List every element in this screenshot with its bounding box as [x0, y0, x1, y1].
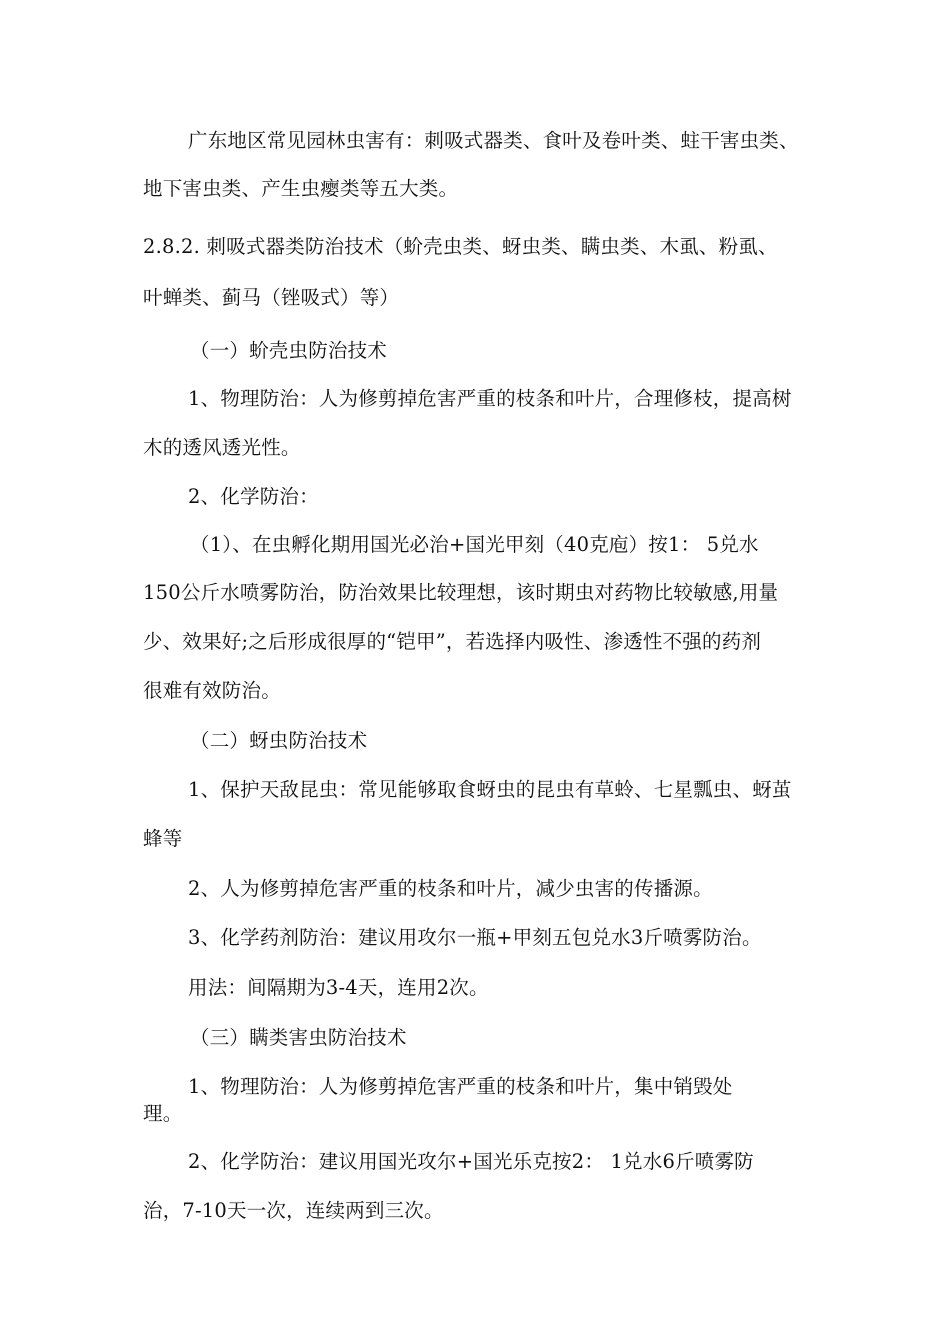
paragraph-line: 少、效果好;之后形成很厚的“铠甲”，若选择内吸性、渗透性不强的药剂 — [143, 630, 762, 653]
paragraph-line: 3、化学药剂防治：建议用攻尔一瓶+甲刻五包兑水3斤喷雾防治。 — [188, 926, 762, 949]
paragraph-line: 2、人为修剪掉危害严重的枝条和叶片，减少虫害的传播源。 — [188, 877, 713, 900]
paragraph-line: 地下害虫类、产生虫瘿类等五大类。 — [143, 177, 459, 200]
section-heading-line: 2.8.2. 刺吸式器类防治技术（蚧壳虫类、蚜虫类、瞒虫类、木虱、粉虱、 — [143, 235, 778, 258]
paragraph-line: 很难有效防治。 — [143, 679, 281, 702]
subsection-heading: （二）蚜虫防治技术 — [190, 729, 368, 752]
paragraph-line: 木的透风透光性。 — [143, 436, 301, 459]
paragraph-line: （1）、在虫孵化期用国光必治+国光甲刻（40克庖）按1： 5兑水 — [190, 533, 759, 556]
paragraph-line: 150公斤水喷雾防治，防治效果比较理想，该时期虫对药物比较敏感,用量 — [143, 581, 779, 604]
subsection-heading: （三）瞒类害虫防治技术 — [190, 1026, 407, 1049]
subsection-heading: （一）蚧壳虫防治技术 — [190, 339, 388, 362]
paragraph-line: 治，7-10天一次，连续两到三次。 — [143, 1199, 444, 1222]
paragraph-line: 用法：间隔期为3-4天，连用2次。 — [188, 976, 489, 999]
paragraph-line: 理。 — [143, 1102, 183, 1125]
paragraph-line: 蜂等 — [143, 827, 183, 850]
section-heading-line: 叶蝉类、蓟马（锉吸式）等） — [143, 286, 400, 309]
paragraph-line: 1、物理防治：人为修剪掉危害严重的枝条和叶片，集中销毁处 — [188, 1075, 733, 1098]
paragraph-line: 1、物理防治：人为修剪掉危害严重的枝条和叶片，合理修枝，提高树 — [188, 387, 792, 410]
paragraph-line: 广东地区常见园林虫害有：刺吸式器类、食叶及卷叶类、蛀干害虫类、 — [188, 129, 799, 152]
paragraph-line: 2、化学防治： — [188, 485, 319, 508]
paragraph-line: 2、化学防治：建议用国光攻尔+国光乐克按2： 1兑水6斤喷雾防 — [188, 1150, 754, 1173]
paragraph-line: 1、保护天敌昆虫：常见能够取食蚜虫的昆虫有草蛉、七星瓢虫、蚜茧 — [188, 778, 792, 801]
